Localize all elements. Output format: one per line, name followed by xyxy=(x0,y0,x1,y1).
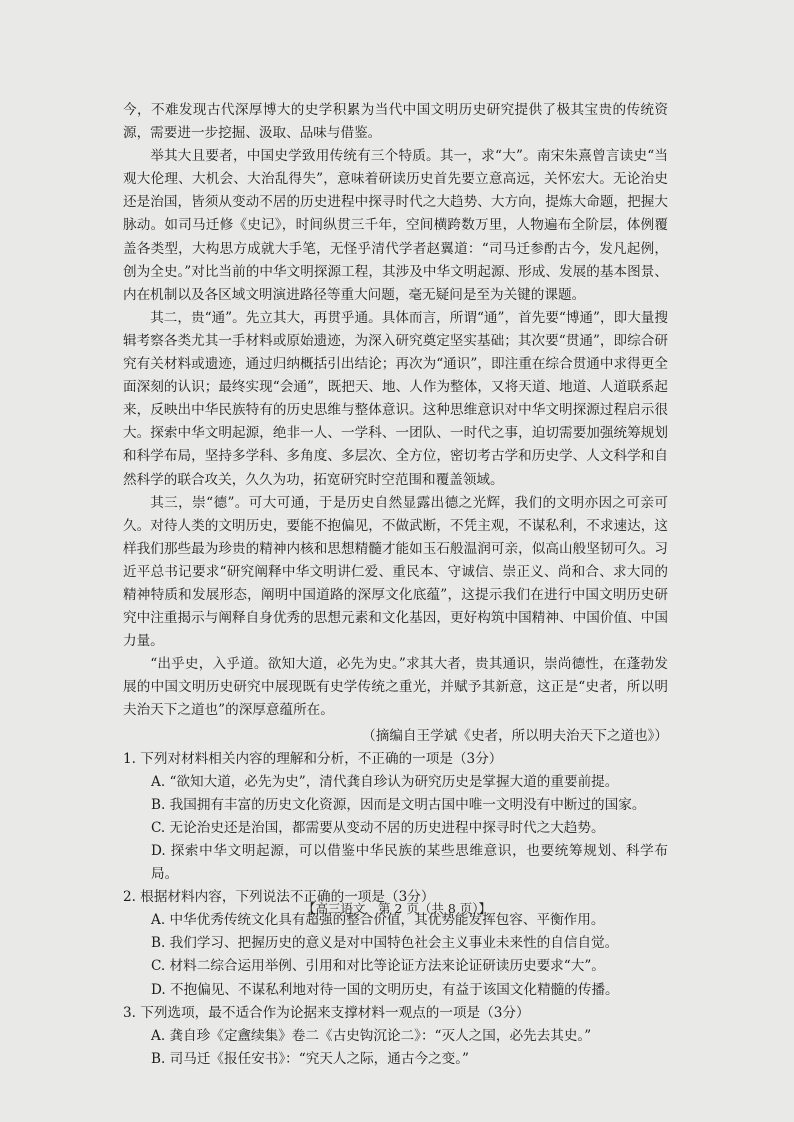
question-stem: 2. 根据材料内容，下列说法不正确的一项是（3分） xyxy=(123,889,435,906)
document-body xyxy=(123,99,668,1071)
page-footer: 【高三语文 第 2 页（共 8 页）】 xyxy=(302,901,492,916)
option-a: A. 龚自珍《定盦续集》卷二《古史钩沉论二》：“灭人之国，必先去其史。” xyxy=(151,1027,592,1044)
option-c: C. 材料二综合运用举例、引用和对比等论证方法来论证研读历史要求“大”。 xyxy=(151,958,605,975)
question-stem: 1. 下列对材料相关内容的理解和分析，不正确的一项是（3分） xyxy=(123,750,503,767)
option-b: B. 我国拥有丰富的历史文化资源，因而是文明古国中唯一文明没有中断过的国家。 xyxy=(151,796,646,813)
question-1 xyxy=(123,748,668,887)
passage-source: （摘编自王学斌《史者，所以明夫治天下之道也》） xyxy=(362,727,668,744)
passage-paragraph-1: 举其大且要者，中国史学致用传统有三个特质。其一，求“大”。南宋朱熹曾言读史“当观大伦理、大机会、大治乱得失”，意味着研读历史首先要立意高远，关怀宏大。无论治史还是治国，皆须从变动不居的历史进程中探寻时代之大趋势、大方向，提炼大命题，把握大脉动。如司马迁修《史记》，时间纵贯三千年，空间横跨数万里，人物遍布全阶层，体例覆盖各类型，大构思方成就大手笔，无怪乎清代学者赵翼道：“司马迁参酌古今，发凡起例，创为全史。”对比当前的中华文明探源工程，其涉及中华文明起源、形成、发展的基本图景、内在机制以及各区域文明演进路径等重大问题，毫无疑问是至为关键的课题。 xyxy=(123,148,668,303)
passage-paragraph-2: 其二，贵“通”。先立其大，再贯乎通。具体而言，所谓“通”，首先要“博通”，即大量搜辑考察各类尤其一手材料或原始遗迹，为深入研究奠定坚实基础；其次要“贯通”，即综合研究有关材料或遗迹，通过归纳概括引出结论；再次为“通识”，即注重在综合贯通中求得更全面深刻的认识；最终实现“会通”，既把天、地、人作为整体，又将天道、地道、人道联系起来，反映出中华民族特有的历史思维与整体意识。这种思维意识对中华文明探源过程启示很大。探索中华文明起源，绝非一人、一学科、一团队、一时代之事，迫切需要加强统筹规划和科学布局，坚持多学科、多角度、多层次、全方位，密切考古学和历史学、人文科学和自然科学的联合攻关，久久为功，拓宽研究时空范围和覆盖领域。 xyxy=(123,309,668,488)
option-a: A. “欲知大道，必先为史”，清代龚自珍认为研究历史是掌握大道的重要前提。 xyxy=(151,773,619,790)
option-d: D. 探索中华文明起源，可以借鉴中华民族的某些思维意识，也要统筹规划、科学布局。 xyxy=(151,843,668,883)
option-b: B. 司马迁《报任安书》：“究天人之际，通古今之变。” xyxy=(151,1050,469,1067)
option-d: D. 不抱偏见、不谋私利地对待一国的文明历史，有益于该国文化精髓的传播。 xyxy=(151,981,619,998)
option-a: A. 中华优秀传统文化具有超强的整合价值，其优势能发挥包容、平衡作用。 xyxy=(151,912,605,929)
passage-paragraph-4: “出乎史，入乎道。欲知大道，必先为史。”求其大者，贵其通识，崇尚德性，在蓬勃发展的中国文明历史研究中展现既有史学传统之重光，并赋予其新意，这正是“史者，所以明夫治天下之道也”的深厚意蕴所在。 xyxy=(123,656,668,719)
option-c: C. 无论治史还是治国，都需要从变动不居的历史进程中探寻时代之大趋势。 xyxy=(151,819,605,836)
passage-paragraph-3: 其三，崇“德”。可大可通，于是历史自然显露出德之光辉，我们的文明亦因之可亲可久。对待人类的文明历史，要能不抱偏见，不做武断，不凭主观，不谋私利，不求速达，这样我们那些最为珍贵的精神内核和思想精髓才能如玉石般温润可亲，似高山般坚韧可久。习近平总书记要求“研究阐释中华文明讲仁爱、重民本、守诚信、崇正义、尚和合、求大同的精神特质和发展形态，阐明中国道路的深厚文化底蕴”，这提示我们在进行中国文明历史研究中注重揭示与阐释自身优秀的思想元素和文化基因，更好构筑中国精神、中国价值、中国力量。 xyxy=(123,494,668,650)
option-b: B. 我们学习、把握历史的意义是对中国特色社会主义事业未来性的自信自觉。 xyxy=(151,935,619,952)
passage-paragraph-continuation: 今，不难发现古代深厚博大的史学积累为当代中国文明历史研究提供了极其宝贵的传统资源，需要进一步挖掘、汲取、品味与借鉴。 xyxy=(123,102,668,142)
question-3 xyxy=(123,1002,668,1071)
question-stem: 3. 下列选项，最不适合作为论据来支撑材料一观点的一项是（3分） xyxy=(123,1004,530,1021)
